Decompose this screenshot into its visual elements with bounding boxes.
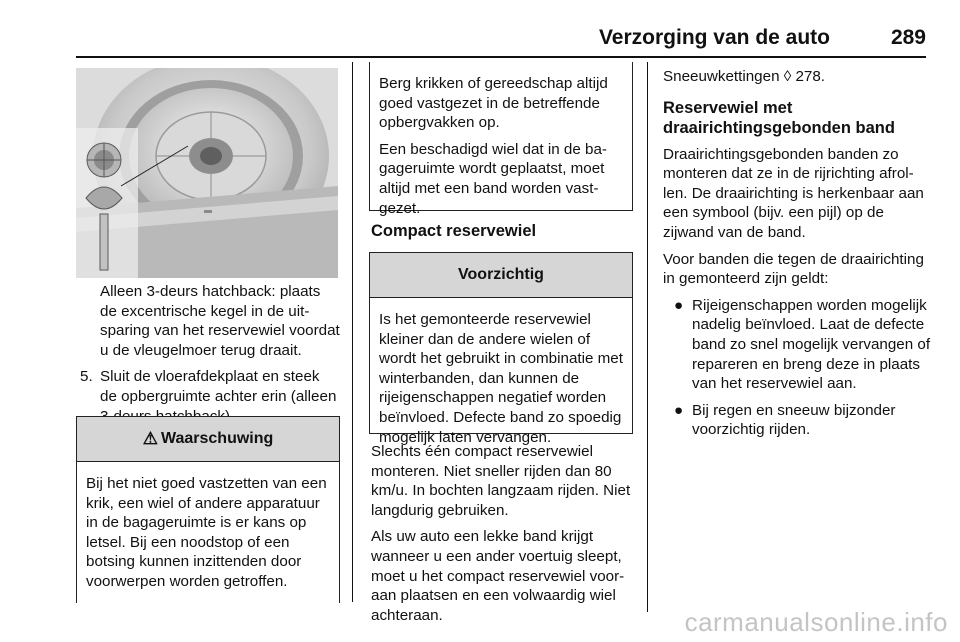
header-rule <box>76 56 926 58</box>
caption-paragraph: Alleen 3-deurs hatchback: plaats de excentrische kegel in de uitsparing van het reservewiel voordat u de vleugelmoer terug draait. <box>100 283 340 359</box>
page-number: 289 <box>890 26 926 49</box>
bullet-dot: ● <box>674 296 684 314</box>
right-column-text <box>663 67 931 440</box>
compact-spare-heading: Compact reservewiel <box>371 222 537 240</box>
spare-wheel-photo <box>76 68 338 278</box>
snow-chains-reference[interactable]: Sneeuwkettingen ◊ 278. <box>663 68 826 85</box>
bullet-dot: ● <box>674 401 684 419</box>
caution-header <box>370 253 632 298</box>
directional-paragraph-1: Draairichtingsgebonden banden zo monteren dat ze in de rijrichting afrollen. De draairichting is herkenbaar aan een symbool (bijv. een pijl) op de zijwand van de band. <box>663 145 924 241</box>
compact-spare-text <box>371 442 633 625</box>
compact-spare-paragraph-1: Slechts één compact reservewiel monteren. Niet sneller rijden dan 80 km/u. In bochten langzaam rijden. Niet langdurig gebruiken. <box>371 443 631 519</box>
warning-text: Bij het niet goed vastzetten van een krik, een wiel of andere apparatuur in de bagageruimte is er kans op letsel. Bij een noodstop of een botsing kunnen inzittenden door voorwerpen worden getroffen. <box>86 475 327 590</box>
warning-title: Waarschuwing <box>160 430 274 447</box>
bullet-text: Rijeigenschappen worden mogelijk nadelig beïnvloed. Laat de defecte band zo snel mogelijk vervangen of repareren en breng deze in plaats van het reservewiel aan. <box>692 296 931 393</box>
directional-paragraph-2: Voor banden die tegen de draairichting in gemonteerd zijn geldt: <box>663 250 924 288</box>
storage-note-paragraph-2: Een beschadigd wiel dat in de bagageruimte wordt geplaatst, moet altijd met een band worden vastgezet. <box>379 140 607 217</box>
bullet-item <box>663 296 931 394</box>
storage-note-box <box>369 62 633 217</box>
bullet-item <box>663 401 931 440</box>
column-divider-left <box>352 62 353 602</box>
step-text: Sluit de vloerafdekplaat en steek de opbergruimte achter erin (alleen <box>100 368 337 405</box>
warning-triangle-icon: ⚠ <box>142 429 158 448</box>
directional-spare-heading: Reservewiel met draairichtingsgebonden band <box>663 98 895 137</box>
step-number: 5. <box>80 368 93 386</box>
watermark: carmanualsonline.info <box>684 607 948 637</box>
warning-box <box>76 416 340 603</box>
caution-title: Voorzichtig <box>458 266 544 283</box>
page-header <box>0 0 960 62</box>
caution-text: Is het gemonteerde reservewiel kleiner dan de andere wielen of wordt het gebruikt in combinatie met winterbanden, dan kunnen de rijeigenschappen negatief worden beïnvloed. Defecte band zo spoedig mogelijk laten vervangen. <box>379 311 623 446</box>
column-divider-right <box>647 62 648 612</box>
bullet-text: Bij regen en sneeuw bijzonder voorzichtig rijden. <box>692 401 896 439</box>
warning-header <box>77 417 339 462</box>
left-column-text <box>78 282 340 426</box>
caution-box <box>369 252 633 446</box>
storage-note-paragraph-1: Berg krikken of gereedschap altijd goed vastgezet in de betreffende opbergvakken op. <box>379 75 608 132</box>
compact-spare-paragraph-2: Als uw auto een lekke band krijgt wanneer u een ander voertuig sleept, moet u het compact reservewiel vooraan plaatsen en een volwaardig wiel achteraan. <box>371 528 625 624</box>
page-title: Verzorging van de auto <box>598 26 830 49</box>
